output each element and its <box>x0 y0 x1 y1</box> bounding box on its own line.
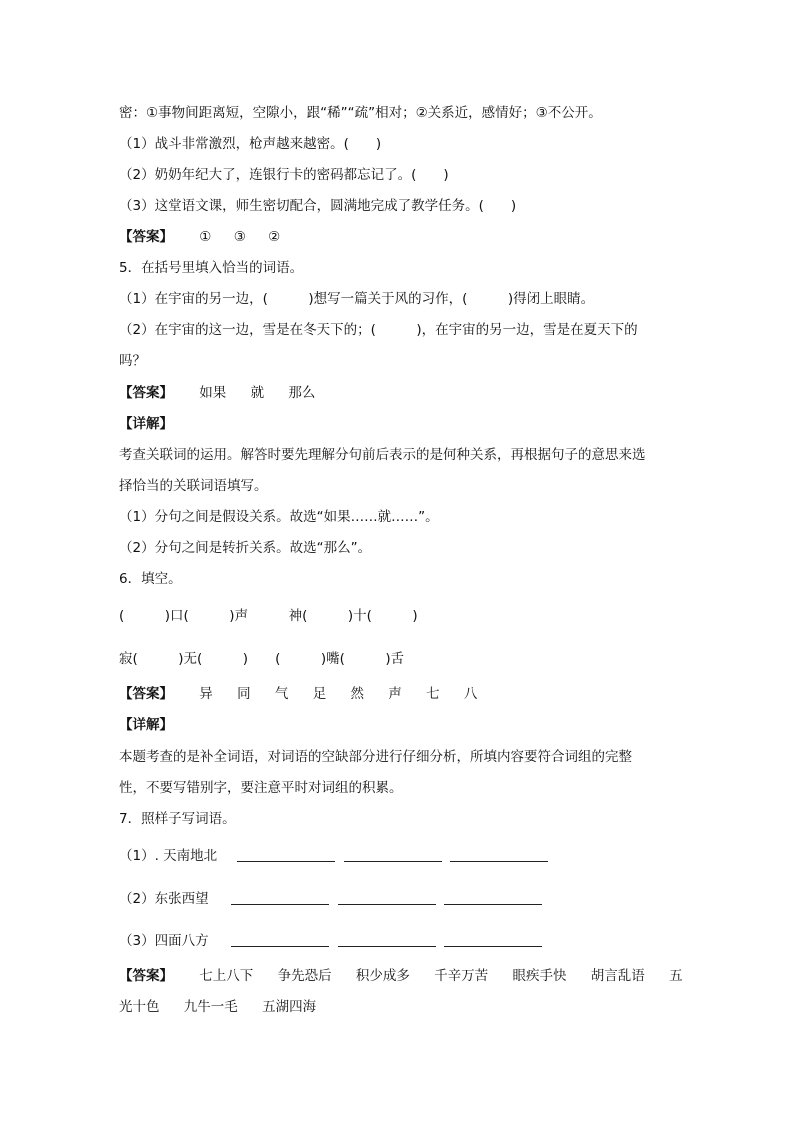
answer-item: 气 <box>274 686 289 702</box>
example-row-2 <box>119 889 546 909</box>
sentence-2: （2）在宇宙的这一边，雪是在冬天下的；( )，在宇宙的另一边，雪是在夏天下的 <box>119 322 638 338</box>
detail-text: （2）分句之间是转折关系。故选“那么”。 <box>119 540 372 556</box>
answer-blank[interactable] <box>344 847 442 862</box>
detail-text: 本题考查的是补全词语，对词语的空缺部分进行仔细分析，所填内容要符合词组的完整 <box>119 749 632 765</box>
answer-blank[interactable] <box>338 932 436 947</box>
example-row-1 <box>119 846 552 866</box>
answer-item: 七 <box>426 686 440 702</box>
example-word: （2）东张西望 <box>119 891 209 907</box>
detail-text: 考查关联词的运用。解答时要先理解分句前后表示的是何种关系，再根据句子的意思来选 <box>119 447 646 463</box>
answer-item: 同 <box>237 686 251 702</box>
example-word: （3）四面八方 <box>119 933 209 949</box>
sentence-2: （2）奶奶年纪大了，连银行卡的密码都忘记了。( ) <box>119 167 449 183</box>
answer-item: ② <box>268 229 281 245</box>
answer-item: 八 <box>463 686 478 702</box>
answer-item: 积少成多 <box>355 968 410 984</box>
answer-item: 光十色 <box>119 999 160 1015</box>
detail-text: 择恰当的关联词语填写。 <box>119 478 268 494</box>
sentence-1: （1）在宇宙的另一边，( )想写一篇关于风的习作，( )得闭上眼睛。 <box>119 291 595 307</box>
answer-item: 七上八下 <box>199 968 254 984</box>
answer-item: 千辛万苦 <box>434 968 489 984</box>
definition-text: 密：①事物间距离短，空隙小，跟“稀”“疏”相对；②关系近，感情好；③不公开。 <box>119 105 602 121</box>
answer-blank[interactable] <box>338 890 436 905</box>
answer-item: 声 <box>388 686 402 702</box>
sentence-2-cont: 吗？ <box>119 353 146 369</box>
detail-label: 【详解】 <box>119 416 173 432</box>
answer-item: ③ <box>233 229 246 245</box>
answer-blank[interactable] <box>444 932 542 947</box>
answer-item: 五 <box>669 968 683 984</box>
answer-label: 【答案】 <box>119 385 173 401</box>
answer-blank[interactable] <box>231 932 329 947</box>
detail-text: （1）分句之间是假设关系。故选“如果……就……”。 <box>119 509 439 525</box>
answer-blank[interactable] <box>237 847 335 862</box>
answer-row <box>119 227 280 247</box>
answer-item: 就 <box>250 385 265 401</box>
answer-label: 【答案】 <box>119 229 173 245</box>
answer-item: 异 <box>199 686 213 702</box>
answer-row-cont <box>119 997 316 1017</box>
answer-item: 九牛一毛 <box>183 999 238 1015</box>
answer-blank[interactable] <box>231 890 329 905</box>
detail-label: 【详解】 <box>119 717 173 733</box>
answer-item: 那么 <box>288 385 316 401</box>
example-row-3 <box>119 931 546 951</box>
answer-blank[interactable] <box>450 847 548 862</box>
answer-item: 如果 <box>199 385 227 401</box>
answer-item: 然 <box>350 686 364 702</box>
answer-row <box>119 966 683 986</box>
question-title: 7．照样子写词语。 <box>119 811 236 827</box>
detail-text: 性，不要写错别字，要注意平时对词组的积累。 <box>119 780 403 796</box>
answer-item: 争先恐后 <box>277 968 332 984</box>
fill-row-1: ( )口( )声 神( )十( ) <box>119 608 418 624</box>
sentence-1: （1）战斗非常激烈，枪声越来越密。( ) <box>119 136 382 152</box>
sentence-3: （3）这堂语文课，师生密切配合，圆满地完成了教学任务。( ) <box>119 198 517 214</box>
answer-label: 【答案】 <box>119 686 173 702</box>
answer-row <box>119 383 315 403</box>
answer-item: ① <box>199 229 212 245</box>
answer-label: 【答案】 <box>119 968 173 984</box>
answer-item: 足 <box>312 686 327 702</box>
question-title: 6．填空。 <box>119 571 182 587</box>
example-word: （1）. 天南地北 <box>119 848 218 864</box>
question-title: 5．在括号里填入恰当的词语。 <box>119 260 304 276</box>
answer-item: 五湖四海 <box>262 999 317 1015</box>
fill-row-2: 寂( )无( ) ( )嘴( )舌 <box>119 651 405 667</box>
answer-item: 眼疾手快 <box>512 968 567 984</box>
answer-item: 胡言乱语 <box>590 968 645 984</box>
answer-blank[interactable] <box>444 890 542 905</box>
answer-row <box>119 684 477 704</box>
